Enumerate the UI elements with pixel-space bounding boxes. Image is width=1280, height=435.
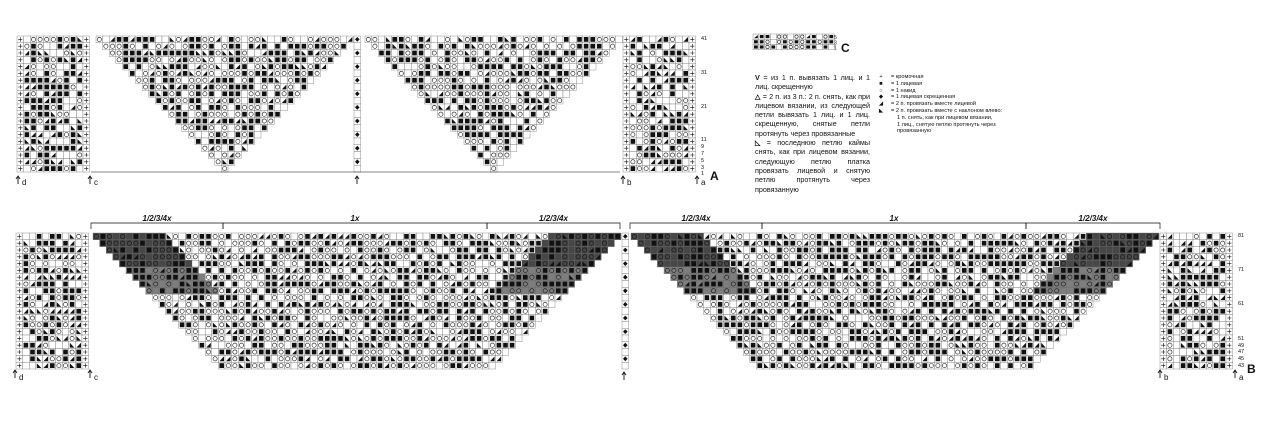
chart-b-label: B: [1247, 362, 1256, 376]
key-ssk-detail-1: 1 п. снять, как при лицевом вязании,: [897, 114, 993, 121]
left-slant-icon: ◣: [878, 107, 884, 114]
chart-b-triangle-left: [93, 233, 621, 369]
chart-a-spine: [354, 36, 361, 172]
chart-a-row-number: 7: [701, 151, 705, 157]
chart-a-row-number: 1: [701, 171, 705, 177]
chart-a-border-left: [17, 36, 90, 172]
chart-b-repeat-bracket-label: 1/2/3/4x: [1078, 214, 1108, 223]
chart-b-triangle-right: [631, 233, 1159, 369]
chart-a-triangle-right: [365, 36, 622, 172]
chart-b-row-number: 43: [1238, 363, 1245, 369]
chart-a-row-number: 31: [701, 70, 708, 76]
key-yarn-over: ○ = 1 накид: [877, 88, 1027, 95]
chart-b-marker-c: c: [94, 373, 98, 382]
chart-c-row-number: 5: [834, 35, 837, 41]
circle-icon: ○: [879, 87, 883, 94]
chart-a-row-number: 21: [701, 104, 708, 110]
chart-a-row-number: 9: [701, 144, 705, 150]
chart-a-row-number: 5: [701, 158, 705, 164]
diamond-icon: ◆: [878, 94, 884, 101]
key-ssk-detail-3: провязанную: [897, 128, 932, 135]
chart-c-row-number: 1: [834, 45, 837, 52]
chart-a-center-arrow: [355, 176, 359, 184]
chart-b-repeat-bracket: [1026, 214, 1160, 229]
chart-b-border-left: [16, 233, 89, 369]
chart-b-repeat-bracket-label: 1x: [889, 214, 899, 223]
chart-a-label: A: [710, 169, 719, 183]
legend-entry-double-increase: △ = 2 п. из 3 п.: 2 п. снять, как при лицевом вязании, из следующей петли вывязать 1 лиц. и 1 лиц. скрещенную, снятые петли протянуть через провязанные: [755, 91, 870, 138]
chart-a-row-number: 11: [701, 137, 707, 143]
chart-a-marker-arrow-a: [695, 176, 699, 184]
chart-a-row-number: 41: [701, 36, 708, 42]
chart-b-row-number: 51: [1238, 336, 1245, 342]
chart-a-border-right: [623, 36, 696, 172]
chart-b-marker-arrow-b: [1158, 370, 1162, 378]
key-ssk: ◣ = 2 п. провязать вместе с наклоном влево:: [878, 107, 1003, 114]
chart-b-repeat-bracket-label: 1/2/3/4x: [142, 214, 172, 223]
chart-b-repeat-bracket: [223, 214, 487, 229]
chart-grids: [16, 34, 1233, 369]
chart-a-marker-d: d: [22, 178, 27, 187]
chart-a-marker-b: b: [627, 178, 632, 187]
chart-b-marker-a: a: [1239, 373, 1244, 382]
chart-a-row-number: 3: [701, 165, 705, 171]
chart-b-row-number: 81: [1238, 233, 1245, 239]
chart-b-marker-arrow-c: [88, 370, 92, 378]
chart-b-center-arrow: [622, 372, 626, 380]
key-selvage: + = кромочная: [877, 74, 1027, 81]
chart-b-marker-d: d: [19, 373, 24, 382]
chart-b-repeat-bracket-label: 1/2/3/4x: [681, 214, 711, 223]
chart-a-marker-arrow-b: [621, 176, 625, 184]
key-ssk-detail-2: 1 лиц., снятую петлю протянуть через: [897, 121, 996, 128]
chart-b-repeat-bracket-label: 1/2/3/4x: [539, 214, 568, 223]
chart-c-label: C: [841, 41, 850, 55]
chart-b-repeat-bracket: [630, 214, 762, 229]
chart-b-border-right: [1160, 233, 1233, 369]
chart-b-row-number: 61: [1238, 301, 1245, 307]
chart-a-marker-arrow-c: [88, 176, 92, 184]
key-k2tog: ◢ = 2 п. провязать вместе лицевой: [878, 101, 977, 108]
chart-a-marker-a: a: [701, 178, 706, 187]
symbol-key: [877, 74, 1027, 135]
key-twisted-knit: ◆ = 1 лицевая скрещенная: [878, 94, 956, 101]
chart-b-row-number: 45: [1238, 356, 1245, 362]
chart-b-marker-arrow-a: [1233, 370, 1237, 378]
chart-b-row-number: 49: [1238, 343, 1245, 349]
filled-square-icon: ■: [879, 80, 883, 87]
chart-b-row-number: 71: [1238, 267, 1245, 273]
legend-entry-increase: V = из 1 п. вывязать 1 лиц. и 1 лиц. скрещенную: [755, 73, 870, 92]
chart-b-marker-b: b: [1164, 373, 1169, 382]
legend-entry-border-join: ◺ = последнюю петлю каймы снять, как при лицевом вязании, следующую петлю платка провязать лицевой и снятую петлю протянуть через провязанную: [755, 138, 870, 194]
chart-b-repeat-bracket: [91, 214, 223, 229]
chart-b-repeat-bracket: [487, 214, 620, 229]
chart-b-repeat-bracket-label: 1x: [350, 214, 360, 223]
symbol-legend-text: [755, 73, 870, 194]
chart-a-marker-c: c: [94, 178, 98, 187]
chart-a-marker-arrow-d: [16, 176, 20, 184]
chart-b-repeat-bracket: [762, 214, 1026, 229]
chart-c-row-number: 3: [834, 40, 837, 47]
plus-icon: +: [879, 74, 883, 80]
chart-c-grid: [753, 34, 834, 50]
right-slant-icon: ◢: [878, 101, 884, 108]
chart-b-marker-arrow-d: [13, 370, 17, 378]
chart-b-spine: [622, 233, 629, 369]
chart-b-row-number: 47: [1238, 349, 1245, 355]
chart-a-triangle-left: [96, 36, 353, 172]
key-knit: ■ = 1 лицевая: [877, 81, 1027, 88]
